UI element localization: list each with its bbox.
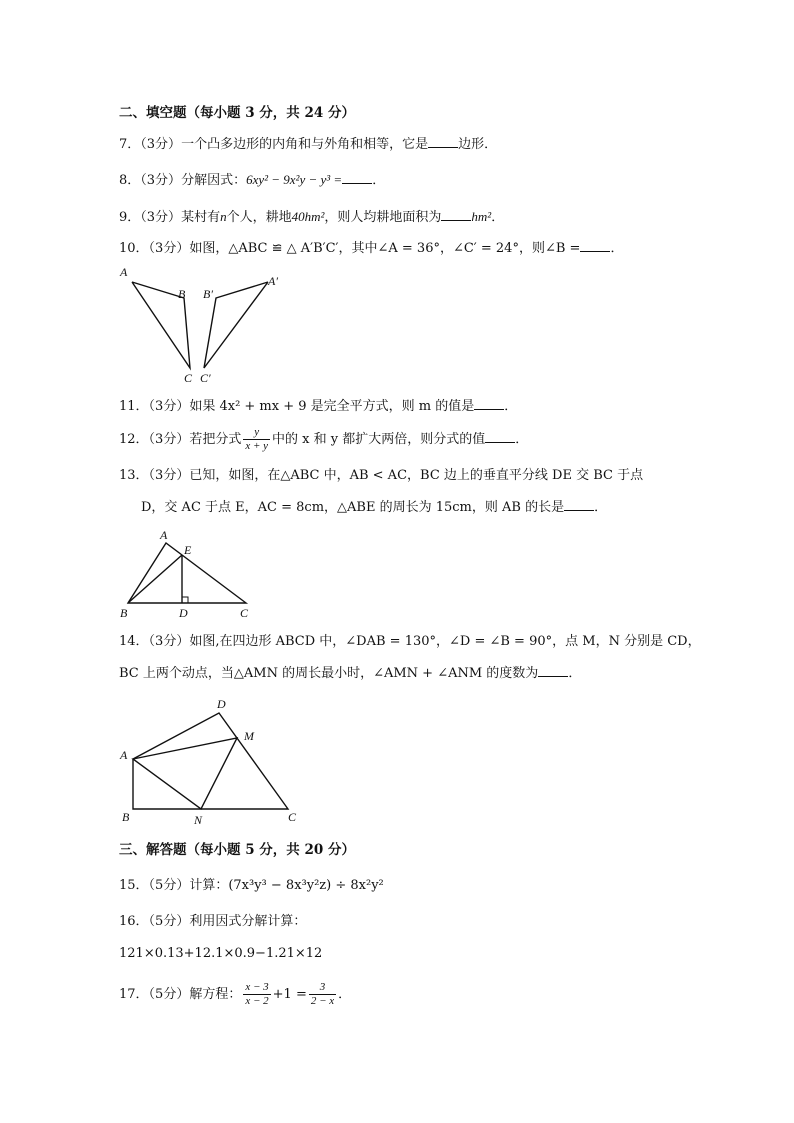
- q12-number: 12．: [119, 432, 149, 447]
- q13-text-line-1: 已知，如图，在△ABC 中，AB < AC，BC 边上的垂直平分线 DE 交 BC 于点: [189, 468, 644, 483]
- section-title-fill-in: 二、填空题（每小题 3 分，共 24 分）: [119, 105, 355, 121]
- q9-number: 9．: [119, 210, 141, 225]
- q11-answer-blank[interactable]: [474, 397, 504, 410]
- q7-answer-blank[interactable]: [428, 135, 458, 148]
- label-b: B: [122, 810, 130, 824]
- q10-number: 10．: [119, 241, 149, 256]
- label-a: A: [120, 748, 128, 762]
- q12-tail: ．: [515, 432, 529, 447]
- label-c: C: [288, 810, 297, 824]
- q12-text-2: 中的 x 和 y 都扩大两倍，则分式的值: [272, 432, 486, 447]
- question-16-expression: 121×0.13+12.1×0.9−1.21×12: [119, 946, 323, 961]
- question-13: [119, 467, 643, 485]
- q10-figure-congruent-triangles: [110, 262, 310, 390]
- q15-number: 15．: [119, 878, 149, 893]
- q13-answer-blank[interactable]: [564, 498, 594, 511]
- label-d: D: [179, 606, 188, 619]
- question-13-line-2: [141, 498, 607, 517]
- label-n: N: [194, 813, 203, 826]
- quadrilateral-abcd: [133, 713, 288, 809]
- q16-number: 16．: [119, 914, 149, 929]
- q17-text: 解方程：: [189, 987, 242, 1002]
- q9-unit: hm²: [471, 209, 492, 224]
- triangle-amn: [133, 738, 237, 809]
- q17-tail: ．: [338, 987, 352, 1002]
- q13-number: 13．: [119, 468, 149, 483]
- q12-fraction-denominator: x + y: [245, 440, 269, 452]
- q13-tail: ．: [594, 500, 608, 515]
- q9-answer-blank[interactable]: [441, 208, 471, 221]
- q10-score: （3分）: [148, 241, 190, 256]
- q9-text-2: 个人，耕地: [226, 210, 292, 225]
- q9-text-1: 某村有: [181, 210, 221, 225]
- q8-tail: ．: [372, 173, 386, 188]
- q16-score: （5分）: [148, 914, 190, 929]
- q12-answer-blank[interactable]: [485, 430, 515, 443]
- question-14-line-2: [119, 664, 581, 683]
- q12-fraction: [243, 426, 270, 453]
- q9-tail: ．: [491, 210, 505, 225]
- q17-left-denominator: x − 2: [245, 995, 269, 1007]
- q11-text: 如果 4x² + mx + 9 是完全平方式，则 m 的值是: [189, 399, 475, 414]
- q10-text: 如图，△ABC ≌ △ A′B′C′，其中∠A = 36°，∠C′ = 24°，则∠B =: [189, 241, 581, 256]
- q11-number: 11．: [119, 399, 149, 414]
- label-b-prime: B′: [203, 287, 213, 301]
- q9-score: （3分）: [140, 210, 182, 225]
- q14-score: （3分）: [148, 634, 190, 649]
- q17-fraction-right: [309, 981, 336, 1008]
- q13-text-line-2: D，交 AC 于点 E，AC = 8cm，△ABE 的周长为 15cm，则 AB 的长是: [141, 500, 565, 515]
- q15-text: 计算：(7x³y³ − 8x³y²z) ÷ 8x²y²: [189, 878, 384, 893]
- segment-be: [128, 555, 182, 603]
- q14-text-line-2: BC 上两个动点，当△AMN 的周长最小时，∠AMN + ∠ANM 的度数为: [119, 666, 539, 681]
- q17-score: （5分）: [148, 987, 190, 1002]
- q11-score: （3分）: [148, 399, 190, 414]
- q14-text-line-1: 如图,在四边形 ABCD 中，∠DAB = 130°，∠D = ∠B = 90°，点 M，N 分别是 CD，: [189, 634, 701, 649]
- label-b: B: [178, 287, 186, 301]
- q7-score: （3分）: [140, 137, 182, 152]
- label-a: A: [120, 265, 128, 279]
- question-7: [119, 135, 497, 154]
- question-12: [119, 426, 528, 453]
- label-m: M: [244, 729, 254, 743]
- q9-variable-n: n: [220, 209, 227, 224]
- q8-number: 8．: [119, 173, 141, 188]
- q17-fraction-left: [243, 981, 270, 1008]
- right-angle-mark: [182, 597, 188, 603]
- q8-score: （3分）: [140, 173, 182, 188]
- q11-tail: ．: [504, 399, 518, 414]
- question-16: [119, 913, 306, 931]
- label-b: B: [120, 606, 128, 619]
- q14-answer-blank[interactable]: [538, 664, 568, 677]
- q16-text: 利用因式分解计算：: [189, 914, 307, 929]
- q8-answer-blank[interactable]: [342, 171, 372, 184]
- question-9: [119, 208, 504, 227]
- q17-right-denominator: 2 − x: [310, 995, 335, 1007]
- q12-text-1: 若把分式: [189, 432, 242, 447]
- triangle-a2b2c2: [204, 282, 268, 368]
- label-a-prime: A′: [268, 274, 278, 288]
- label-c: C: [240, 606, 249, 619]
- q17-right-numerator: 3: [309, 981, 336, 995]
- q8-expression: 6xy² − 9x²y − y³ =: [246, 172, 343, 187]
- q9-area: 40hm²: [291, 209, 325, 224]
- q12-score: （3分）: [148, 432, 190, 447]
- label-a: A: [160, 528, 168, 542]
- q13-score: （3分）: [148, 468, 190, 483]
- q7-text: 一个凸多边形的内角和与外角和相等，它是: [181, 137, 429, 152]
- label-c-prime: C′: [200, 371, 211, 385]
- question-10: [119, 239, 623, 258]
- question-8: [119, 171, 385, 190]
- q14-tail: ．: [568, 666, 582, 681]
- q17-middle: +1 =: [272, 987, 307, 1002]
- label-e: E: [184, 543, 192, 557]
- q7-number: 7．: [119, 137, 141, 152]
- question-17: [119, 981, 351, 1008]
- q17-number: 17．: [119, 987, 149, 1002]
- q9-text-3: ，则人均耕地面积为: [324, 210, 442, 225]
- label-d: D: [217, 697, 226, 711]
- q14-number: 14．: [119, 634, 149, 649]
- label-c: C: [184, 371, 193, 385]
- question-15: [119, 877, 384, 895]
- q10-answer-blank[interactable]: [580, 239, 610, 252]
- q8-text: 分解因式：: [181, 173, 247, 188]
- question-14: [119, 633, 701, 651]
- q10-tail: ．: [610, 241, 624, 256]
- section-title-solve: 三、解答题（每小题 5 分，共 20 分）: [119, 842, 355, 858]
- q12-fraction-numerator: y: [243, 426, 270, 440]
- q13-figure-triangle: [112, 527, 262, 619]
- q7-tail: 边形．: [458, 137, 498, 152]
- q14-figure-quadrilateral: [112, 694, 312, 826]
- question-11: [119, 397, 517, 416]
- q15-score: （5分）: [148, 878, 190, 893]
- q17-left-numerator: x − 3: [245, 981, 269, 993]
